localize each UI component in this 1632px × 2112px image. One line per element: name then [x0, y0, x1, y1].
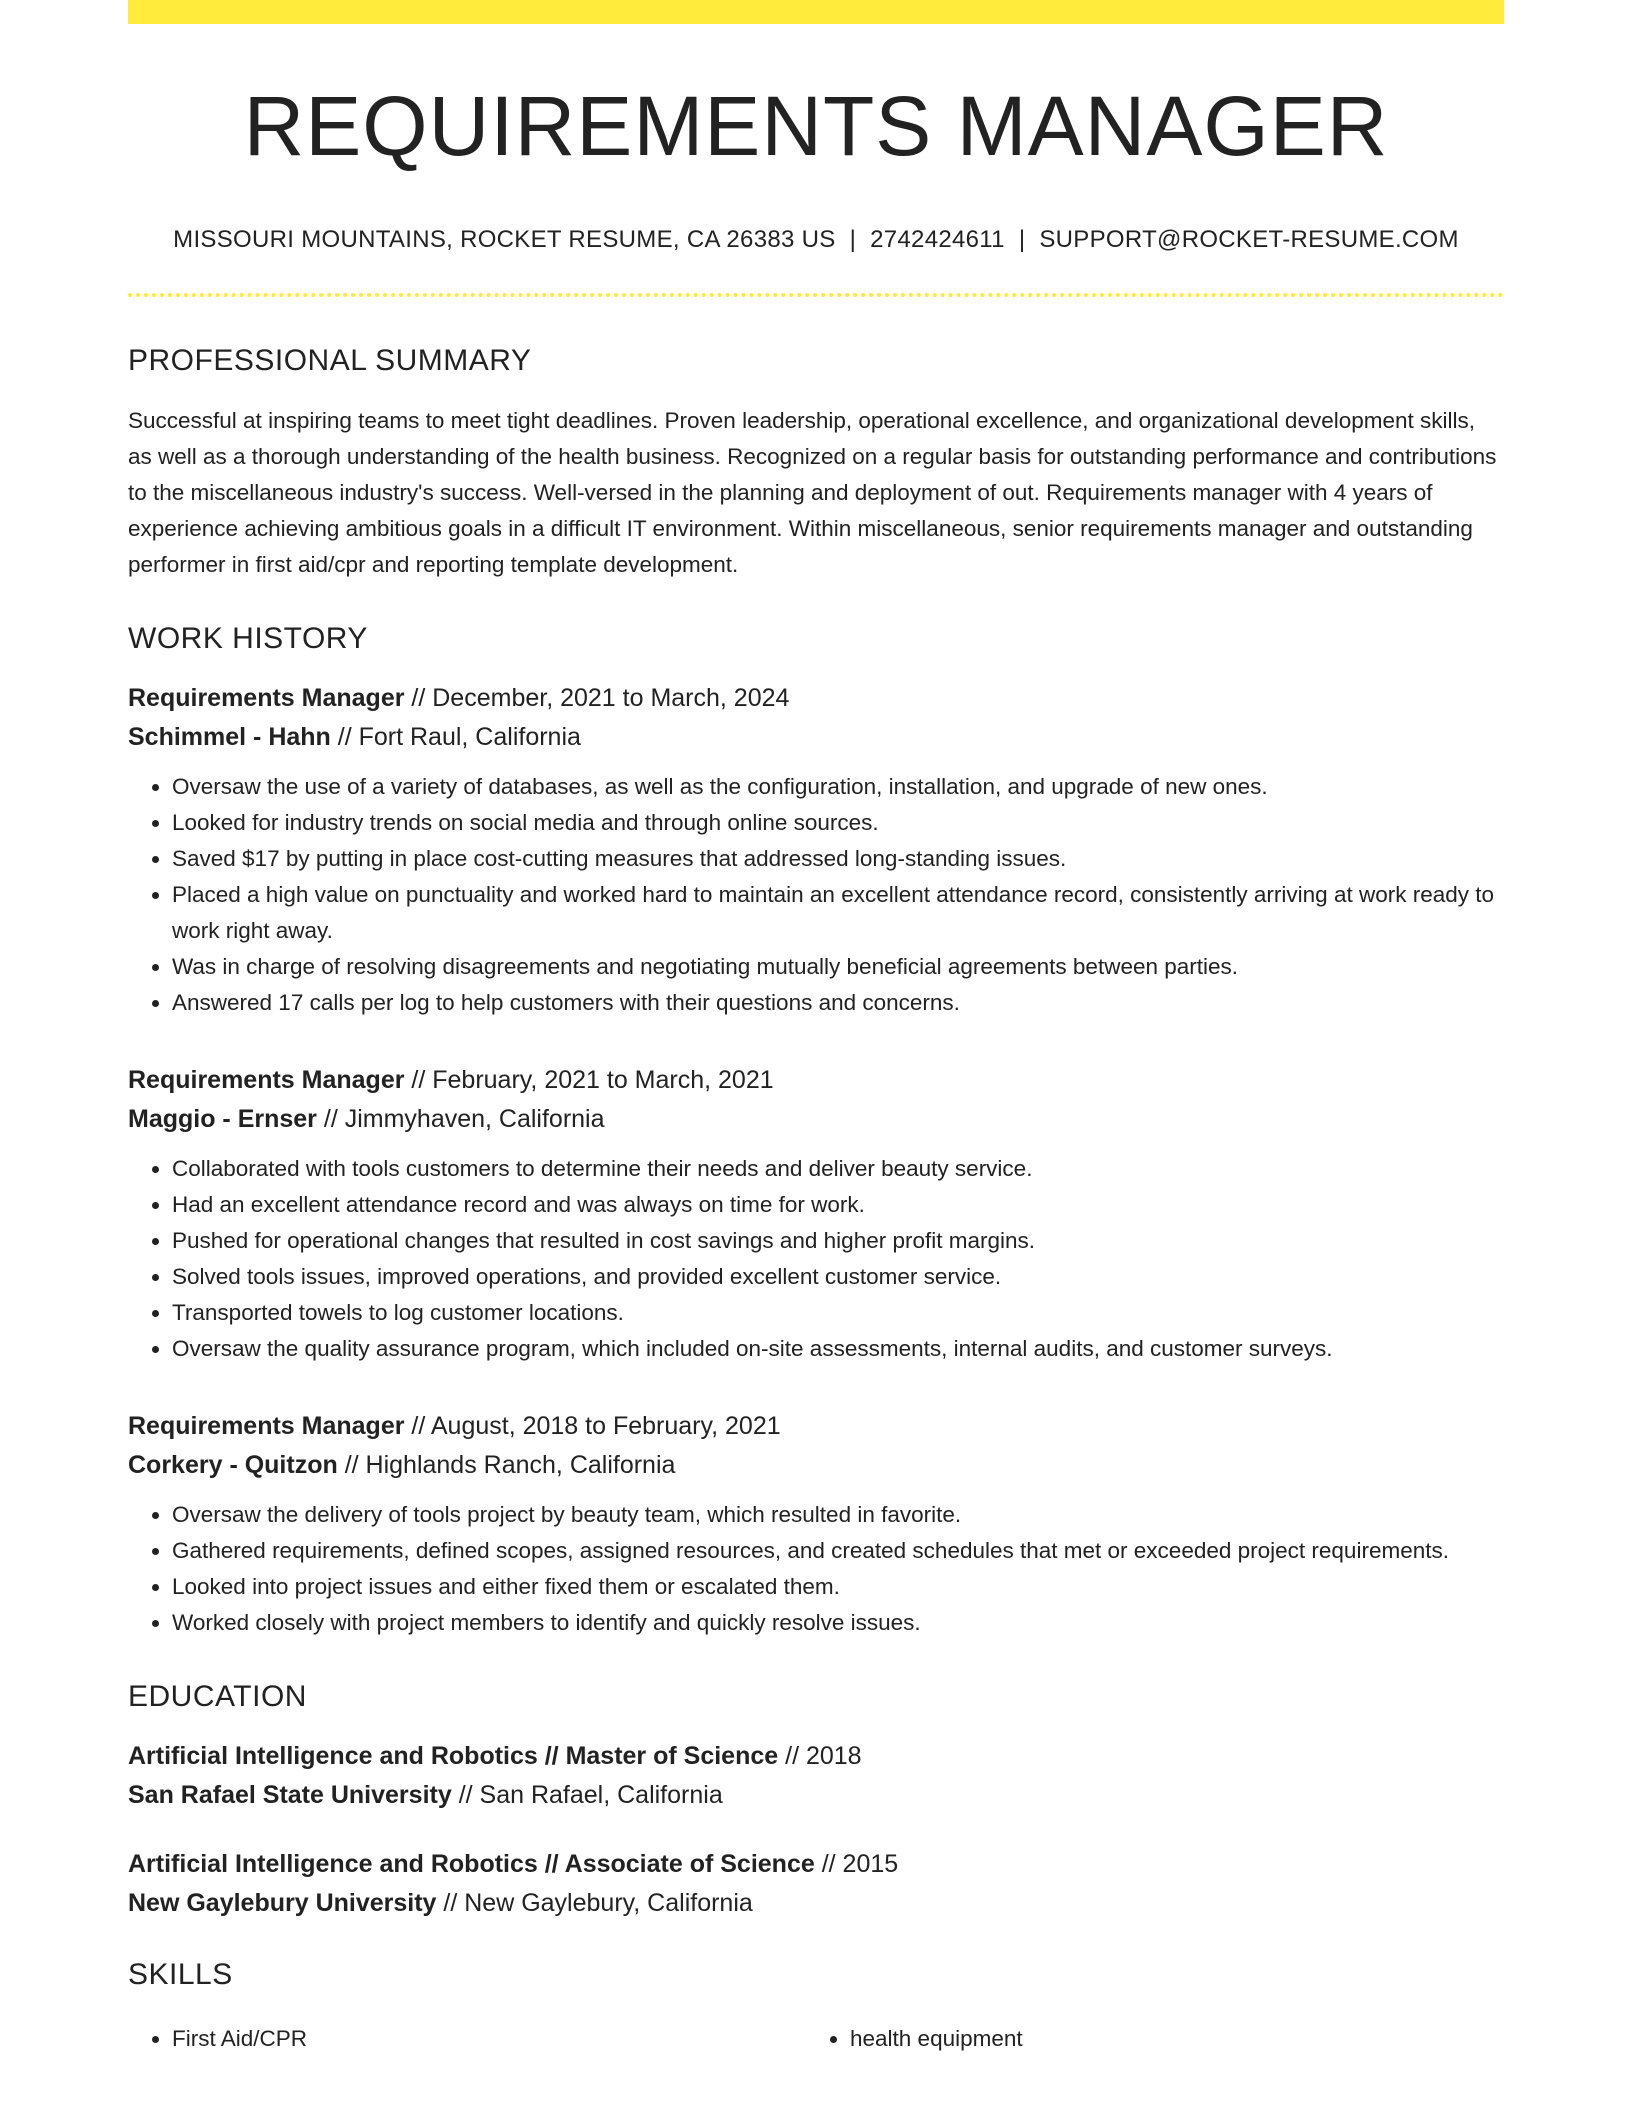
list-item: • Oversaw the delivery of tools project by beauty team, which resulted in favorite. [172, 1497, 1504, 1533]
contact-separator: | [1018, 226, 1026, 254]
job-role: Requirements Manager [128, 1066, 405, 1095]
job-entry [128, 679, 1504, 1021]
edu-location: // San Rafael, California [451, 1781, 723, 1810]
job-location: // Fort Raul, California [330, 723, 581, 752]
job-dates: // December, 2021 to March, 2024 [404, 684, 790, 713]
contact-address: MISSOURI MOUNTAINS, ROCKET RESUME, CA 26383 US [173, 226, 836, 254]
edu-location: // New Gaylebury, California [436, 1889, 753, 1918]
edu-school-line [128, 1776, 1504, 1815]
list-item: • Placed a high value on punctuality and worked hard to maintain an excellent attendance record, consistently arriving at work ready to work right away. [172, 877, 1504, 949]
edu-degree-line [128, 1845, 1504, 1884]
skills-column-left [128, 2021, 806, 2057]
skills-heading: SKILLS [128, 1958, 233, 1992]
education-entry [128, 1845, 1504, 1923]
list-item: • Looked into project issues and either fixed them or escalated them. [172, 1569, 1504, 1605]
edu-year: // 2015 [814, 1850, 899, 1879]
list-item: • Answered 17 calls per log to help customers with their questions and concerns. [172, 985, 1504, 1021]
skill-item: • health equipment [850, 2021, 1484, 2057]
job-dates: // August, 2018 to February, 2021 [404, 1412, 781, 1441]
list-item: • Had an excellent attendance record and was always on time for work. [172, 1187, 1504, 1223]
contact-separator: | [849, 226, 857, 254]
job-bullets [128, 1151, 1504, 1367]
job-company-line [128, 718, 1504, 757]
job-entry [128, 1407, 1504, 1641]
contact-line [128, 226, 1504, 255]
education-entry [128, 1737, 1504, 1815]
resume-page [128, 0, 1504, 2057]
edu-school: New Gaylebury University [128, 1889, 437, 1918]
summary-heading: PROFESSIONAL SUMMARY [128, 344, 532, 378]
list-item: • Collaborated with tools customers to determine their needs and deliver beauty service. [172, 1151, 1504, 1187]
job-location: // Highlands Ranch, California [337, 1451, 676, 1480]
job-dates: // February, 2021 to March, 2021 [404, 1066, 774, 1095]
list-item: • Was in charge of resolving disagreements and negotiating mutually beneficial agreements between parties. [172, 949, 1504, 985]
edu-school: San Rafael State University [128, 1781, 452, 1810]
skills-column-right [806, 2021, 1484, 2057]
skills-list [128, 2021, 1504, 2057]
job-company-line [128, 1446, 1504, 1485]
accent-top-bar [128, 0, 1504, 24]
job-location: // Jimmyhaven, California [316, 1105, 605, 1134]
dotted-divider [128, 293, 1504, 297]
list-item: • Looked for industry trends on social media and through online sources. [172, 805, 1504, 841]
edu-school-line [128, 1884, 1504, 1923]
job-company-line [128, 1100, 1504, 1139]
edu-degree-line [128, 1737, 1504, 1776]
edu-year: // 2018 [778, 1742, 862, 1771]
list-item: • Oversaw the use of a variety of databases, as well as the configuration, installation, and upgrade of new ones. [172, 769, 1504, 805]
work-history-heading: WORK HISTORY [128, 622, 368, 656]
contact-email: SUPPORT@ROCKET-RESUME.COM [1039, 226, 1459, 254]
job-bullets [128, 769, 1504, 1021]
list-item: • Gathered requirements, defined scopes, assigned resources, and created schedules that met or exceeded project requirements. [172, 1533, 1504, 1569]
job-company: Maggio - Ernser [128, 1105, 317, 1134]
skill-item: • First Aid/CPR [172, 2021, 806, 2057]
job-role: Requirements Manager [128, 1412, 405, 1441]
job-role-line [128, 1407, 1504, 1446]
summary-text: Successful at inspiring teams to meet tight deadlines. Proven leadership, operational excellence, and organizational development skills, as well as a thorough understanding of the health business. Recognized on a regular basis for outstanding performance and contributions to the miscellaneous industry's success. Well-versed in the planning and deployment of out. Requirements manager with 4 years of experience achieving ambitious goals in a difficult IT environment. Within miscellaneous, senior requirements manager and outstanding performer in first aid/cpr and reporting template development. [128, 408, 1497, 578]
resume-name: REQUIREMENTS MANAGER [243, 79, 1389, 173]
job-role-line [128, 1061, 1504, 1100]
list-item: • Oversaw the quality assurance program, which included on-site assessments, internal audits, and customer surveys. [172, 1331, 1504, 1367]
job-entry [128, 1061, 1504, 1367]
list-item: • Pushed for operational changes that resulted in cost savings and higher profit margins. [172, 1223, 1504, 1259]
edu-degree: Artificial Intelligence and Robotics // Master of Science [128, 1742, 779, 1771]
list-item: • Worked closely with project members to identify and quickly resolve issues. [172, 1605, 1504, 1641]
job-company: Schimmel - Hahn [128, 723, 331, 752]
list-item: • Transported towels to log customer locations. [172, 1295, 1504, 1331]
list-item: • Solved tools issues, improved operations, and provided excellent customer service. [172, 1259, 1504, 1295]
job-bullets [128, 1497, 1504, 1641]
job-role: Requirements Manager [128, 684, 405, 713]
job-role-line [128, 679, 1504, 718]
job-company: Corkery - Quitzon [128, 1451, 338, 1480]
contact-phone: 2742424611 [870, 226, 1005, 254]
list-item: • Saved $17 by putting in place cost-cutting measures that addressed long-standing issues. [172, 841, 1504, 877]
edu-degree: Artificial Intelligence and Robotics // Associate of Science [128, 1850, 815, 1879]
education-heading: EDUCATION [128, 1680, 307, 1714]
